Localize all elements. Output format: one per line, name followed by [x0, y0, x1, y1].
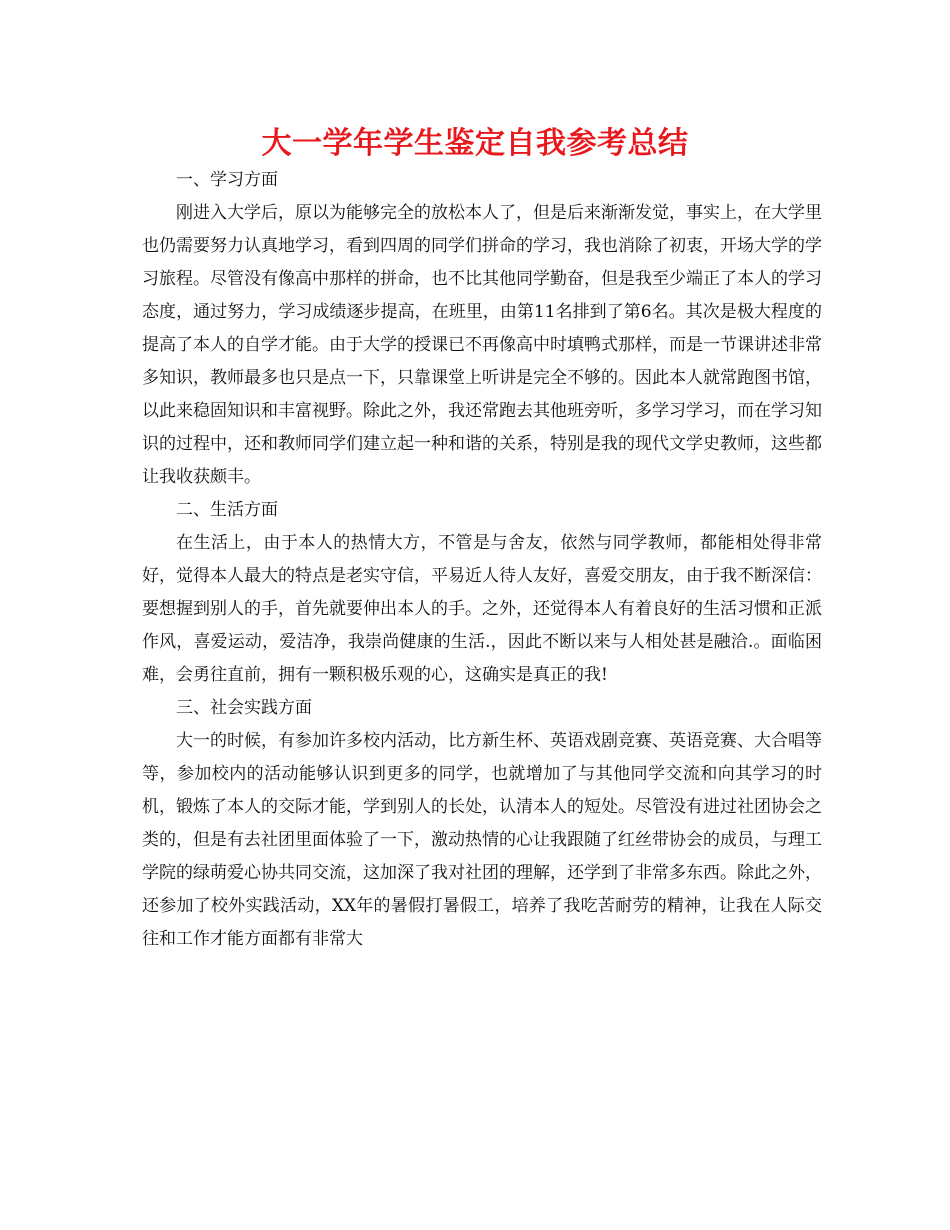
document-body — [142, 164, 822, 956]
section-heading-social-practice: 三、社会实践方面 — [176, 698, 312, 718]
section-paragraph-study: 刚进入大学后，原以为能够完全的放松本人了，但是后来渐渐发觉，事实上，在大学里也仍需要努力认真地学习，看到四周的同学们拼命的学习，我也消除了初衷，开场大学的学习旅程。尽管没有像高中那样的拼命，也不比其他同学勤奋，但是我至少端正了本人的学习态度，通过努力，学习成绩逐步提高，在班里，由第11名排到了第6名。其次是极大程度的提高了本人的自学才能。由于大学的授课已不再像高中时填鸭式那样，而是一节课讲述非常多知识，教师最多也只是点一下，只靠课堂上听讲是完全不够的。因此本人就常跑图书馆，以此来稳固知识和丰富视野。除此之外，我还常跑去其他班旁听，多学习学习，而在学习知识的过程中，还和教师同学们建立起一种和谐的关系，特别是我的现代文学史教师，这些都让我收获颇丰。 — [142, 203, 822, 487]
section-heading-life: 二、生活方面 — [176, 500, 278, 520]
section-paragraph-life: 在生活上，由于本人的热情大方，不管是与舍友，依然与同学教师，都能相处得非常好，觉得本人最大的特点是老实守信，平易近人待人友好，喜爱交朋友，由于我不断深信：要想握到别人的手，首先就要伸出本人的手。之外，还觉得本人有着良好的生活习惯和正派作风，喜爱运动，爱洁净，我崇尚健康的生活.，因此不断以来与人相处甚是融洽.。面临困难，会勇往直前，拥有一颗积极乐观的心，这确实是真正的我! — [142, 533, 822, 685]
section-heading-study: 一、学习方面 — [176, 170, 278, 190]
document-title: 大一学年学生鉴定自我参考总结 — [261, 126, 689, 161]
section-paragraph-social-practice: 大一的时候，有参加许多校内活动，比方新生杯、英语戏剧竞赛、英语竞赛、大合唱等等，参加校内的活动能够认识到更多的同学，也就增加了与其他同学交流和向其学习的时机，锻炼了本人的交际才能，学到别人的长处，认清本人的短处。尽管没有进过社团协会之类的，但是有去社团里面体验了一下，激动热情的心让我跟随了红丝带协会的成员，与理工学院的绿萌爱心协共同交流，这加深了我对社团的理解，还学到了非常多东西。除此之外，还参加了校外实践活动，XX年的暑假打暑假工，培养了我吃苦耐劳的精神，让我在人际交往和工作才能方面都有非常大 — [142, 731, 822, 949]
